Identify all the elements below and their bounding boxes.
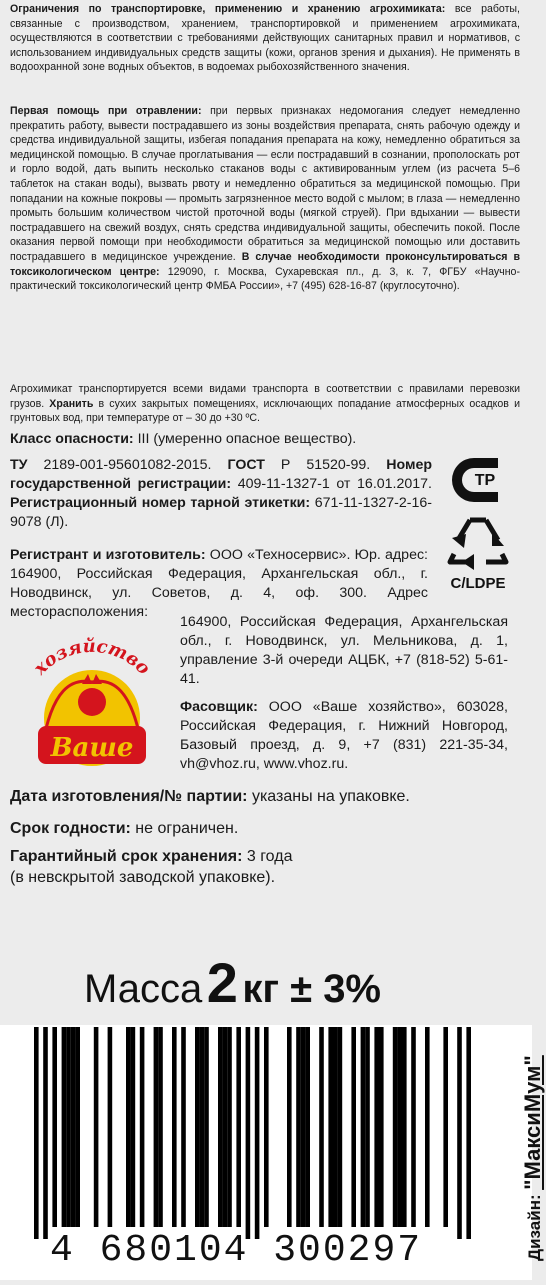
first-aid-lead: Первая помощь при отравлении: <box>10 105 202 117</box>
vashe-khozyaystvo-logo <box>12 618 172 768</box>
transport-storage <box>10 382 520 426</box>
design-brand: "МаксиМум" <box>520 1055 545 1190</box>
manufacture-date-text: указаны на упаковке. <box>247 788 410 805</box>
barcode-bar <box>287 1027 292 1227</box>
barcode-area <box>0 1025 545 1280</box>
toxicology-text: 129090, г. Москва, Сухаревская пл., д. 3, к. 7, ФГБУ «Научно-практический токсикологический центр ФМБА России», +7 (495) 628-16-87 (круглосуточно). <box>10 265 520 293</box>
barcode-bar <box>365 1027 370 1227</box>
tu-lead: ТУ <box>10 457 28 473</box>
registrant-location <box>180 613 508 689</box>
barcode-bar <box>466 1027 471 1239</box>
hazard-class <box>10 430 520 449</box>
barcode-bar <box>34 1027 39 1239</box>
transport-restrictions-text: все работы, связанные с производством, хранением, транспортировкой и применением агрохимиката, осуществляются в соответствии с требованиями действующих санитарных правил и нормативов, с использованием индивидуальных средств защиты (кожи, органов зрения и дыхания). Не применять в водоохранной зоне водных объектов, в водоемах рыбохозяйственного значения. <box>10 3 520 74</box>
packer-text: ООО «Ваше хозяйство», 603028, Российская Федерация, г. Нижний Новгород, Базовый проезд, д. 9, +7 (831) 221-35-34, vh@vhoz.ru, www.vhoz.ru. <box>180 699 508 772</box>
recycle-code: C/LDPE <box>450 575 506 592</box>
barcode-bar <box>126 1027 131 1227</box>
barcode-bar <box>227 1027 232 1227</box>
warranty-text: 3 года <box>242 848 293 865</box>
mass-label: Масса <box>84 967 203 1011</box>
warranty-lead: Гарантийный срок хранения: <box>10 848 243 865</box>
barcode-bar <box>75 1027 80 1227</box>
design-label: Дизайн: <box>525 1194 544 1261</box>
barcode-bar <box>66 1027 71 1227</box>
barcode-bar <box>218 1027 223 1227</box>
barcode-bar <box>255 1027 260 1239</box>
barcode-bar <box>43 1027 48 1239</box>
barcode-bar <box>443 1027 448 1227</box>
barcode-bar <box>374 1027 379 1227</box>
barcode-bar <box>172 1027 177 1227</box>
mass-value: 2 <box>206 951 238 1014</box>
barcode-bar <box>236 1027 241 1227</box>
barcode-bar <box>154 1027 159 1227</box>
barcode-bar <box>333 1027 338 1227</box>
logo-arc-text: хозяйство <box>29 635 155 680</box>
barcode-bar <box>264 1027 269 1227</box>
barcode-bar <box>131 1027 136 1227</box>
manufacture-date-lead: Дата изготовления/№ партии: <box>10 788 248 805</box>
barcode-bar <box>351 1027 356 1227</box>
barcode-bar <box>204 1027 209 1227</box>
mass-unit: кг ± 3% <box>242 967 381 1011</box>
shelf-life <box>10 818 520 839</box>
gost-text: Р 51520-99. <box>264 457 371 473</box>
barcode-bar <box>361 1027 366 1227</box>
state-reg-lead: Номер государственной регистрации: <box>10 457 432 492</box>
hazard-text: III (умеренно опасное вещество). <box>133 431 357 447</box>
packer <box>180 698 508 774</box>
barcode-bar <box>181 1027 186 1227</box>
tare-reg-lead: Регистрационный номер тарной этикетки: <box>10 495 311 511</box>
registrant-lead: Регистрант и изготовитель: <box>10 547 206 563</box>
tu-text: 2189-001-95601082-2015. <box>27 457 212 473</box>
shelf-life-lead: Срок годности: <box>10 820 131 837</box>
registration-block <box>10 456 432 532</box>
transport-restrictions-lead: Ограничения по транспортировке, применению и хранению агрохимиката: <box>10 3 446 15</box>
recycle-icon <box>442 510 514 592</box>
transport-restrictions <box>10 2 520 75</box>
barcode-bar <box>425 1027 430 1227</box>
shelf-life-text: не ограничен. <box>130 820 239 837</box>
barcode-bar <box>338 1027 343 1227</box>
tr-mark-text: ТР <box>474 472 496 489</box>
barcode-bar <box>71 1027 76 1227</box>
gost-lead: ГОСТ <box>211 457 265 473</box>
packer-lead: Фасовщик: <box>180 699 258 715</box>
barcode-bar <box>319 1027 324 1227</box>
warranty-text-2: (в невскрытой заводской упаковке). <box>10 869 276 886</box>
barcode-bar <box>411 1027 416 1227</box>
barcode-bar <box>158 1027 163 1227</box>
barcode-bar <box>62 1027 67 1227</box>
barcode-bar <box>328 1027 333 1227</box>
barcode-bar <box>379 1027 384 1227</box>
registrant <box>10 546 428 622</box>
warranty <box>10 846 520 888</box>
mass-line <box>84 950 381 1015</box>
barcode-bar <box>195 1027 200 1227</box>
registrant-text: ООО «Техносервис». Юр. адрес: 164900, Российская Федерация, Архангельская обл., г. Новодвинск, ул. Советов, д. 4, оф. 300. Адрес месторасположения: <box>10 547 428 620</box>
first-aid <box>10 104 520 294</box>
barcode-bar <box>200 1027 205 1227</box>
first-aid-text: при первых признаках недомогания следует немедленно прекратить работу, вывести пострадавшего из зоны воздействия препарата, снять рабочую одежду и средства индивидуальной защиты, избегая попадания препарата на кожу, немедленно обратиться за медицинской помощью. В случае проглатывания — если пострадавший в сознании, прополоскать рот и горло водой, дать выпить несколько стаканов воды с активированным углем (из расчета 5–6 таблеток на стакан воды), вызвать рвоту и немедленно обратиться за медицинской помощью. При попадании на кожные покровы — промыть загрязненное место водой с мылом; в глаза — немедленно промыть большим количеством чистой проточной воды (мягкой струей). При вдыхании — вывести пострадавшего на свежий воздух, снять средства индивидуальной защиты, обеспечить покой. После оказания первой помощи при необходимости обратиться за медицинской помощью или доставить пострадавшего в медицинское учреждение. <box>10 105 520 263</box>
registrant-location-text: 164900, Российская Федерация, Архангельская обл., г. Новодвинск, ул. Мельникова, д. 1, управление 3-й очереди АЦБК, +7 (818-52) 5-61-41. <box>180 614 508 687</box>
barcode-bar <box>108 1027 113 1227</box>
barcode-bar <box>402 1027 407 1227</box>
storage-text: в сухих закрытых помещениях, исключающих попадание атмосферных осадков и грунтовых вод, при температуре от – 30 до +30 ºС. <box>10 397 521 425</box>
barcode-bar <box>457 1027 462 1239</box>
transport-text: Агрохимикат транспортируется всеми видами транспорта в соответствии с правилами перевозки грузов. <box>10 383 520 410</box>
design-credit <box>520 1055 546 1261</box>
barcode-bar <box>223 1027 228 1227</box>
barcode-bar <box>397 1027 402 1227</box>
toxicology-lead: В случае необходимости проконсультироваться в токсикологическом центре: <box>10 250 520 278</box>
barcode-bar <box>296 1027 301 1227</box>
logo-word: Ваше <box>50 733 134 763</box>
hazard-lead: Класс опасности: <box>10 431 134 447</box>
barcode-number: 4 680104 300297 <box>50 1229 423 1272</box>
storage-lead: Хранить <box>44 397 94 410</box>
barcode-bar <box>393 1027 398 1227</box>
barcode-bar <box>94 1027 99 1227</box>
tr-certification-icon <box>444 452 504 508</box>
state-reg-text: 409-11-1327-1 от 16.01.2017. <box>231 476 432 492</box>
barcode-bar <box>246 1027 251 1239</box>
barcode-bar <box>301 1027 306 1227</box>
barcode-bar <box>52 1027 57 1227</box>
tare-reg-text: 671-11-1327-2-16-9078 (Л). <box>10 495 432 530</box>
barcode-bar <box>140 1027 145 1227</box>
barcode-bar <box>305 1027 310 1227</box>
manufacture-date <box>10 786 520 807</box>
